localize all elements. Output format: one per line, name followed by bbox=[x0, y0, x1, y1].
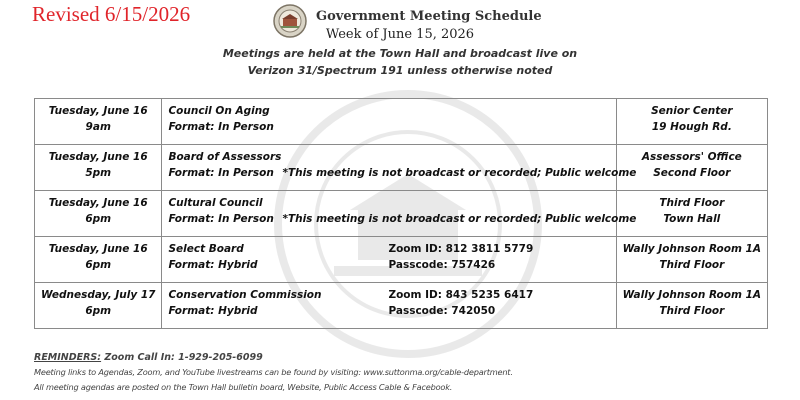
zoom-passcode: Passcode: 757426 bbox=[388, 259, 496, 271]
meeting-format: Format: Hybrid bbox=[168, 259, 258, 271]
meeting-name: Council On Aging bbox=[168, 105, 270, 117]
meeting-location-cell bbox=[616, 99, 767, 145]
meeting-event-cell bbox=[162, 145, 637, 191]
meeting-day: Tuesday, June 16 bbox=[48, 197, 148, 209]
meeting-day: Tuesday, June 16 bbox=[48, 151, 148, 163]
reminders-label: REMINDERS: bbox=[34, 352, 102, 363]
meeting-row bbox=[35, 283, 768, 329]
meeting-location-cell bbox=[616, 237, 767, 283]
meeting-format: Format: In Person bbox=[168, 167, 274, 179]
meeting-location-cell bbox=[616, 145, 767, 191]
reminders-section bbox=[34, 350, 513, 395]
meeting-format: Format: In Person bbox=[168, 121, 274, 133]
meeting-location-line2: Town Hall bbox=[663, 213, 721, 225]
meeting-name: Board of Assessors bbox=[168, 151, 282, 163]
meeting-row bbox=[35, 99, 768, 145]
meeting-event-cell bbox=[162, 99, 616, 145]
meeting-location-line1: Third Floor bbox=[659, 197, 725, 209]
zoom-info bbox=[388, 287, 533, 319]
meeting-location-line2: Second Floor bbox=[653, 167, 731, 179]
meeting-time: 5pm bbox=[85, 167, 112, 179]
meeting-location-line1: Senior Center bbox=[651, 105, 733, 117]
meeting-time: 6pm bbox=[85, 259, 112, 271]
zoom-info bbox=[388, 241, 533, 273]
meeting-day: Tuesday, June 16 bbox=[48, 105, 148, 117]
meeting-location-cell bbox=[616, 191, 767, 237]
week-heading: Week of June 15, 2026 bbox=[325, 27, 475, 42]
meeting-name: Select Board bbox=[168, 243, 244, 255]
meeting-day: Tuesday, June 16 bbox=[48, 243, 148, 255]
broadcast-note-line1: Meetings are held at the Town Hall and broadcast live on bbox=[222, 47, 578, 60]
meeting-format: Format: In Person bbox=[168, 213, 274, 225]
reminder-links-note: Meeting links to Agendas, Zoom, and YouTube livestreams can be found by visiting: www.suttonma.org/cable-department. bbox=[34, 367, 513, 377]
meeting-location-line2: Third Floor bbox=[659, 259, 725, 271]
meeting-date-cell bbox=[35, 99, 162, 145]
broadcast-note-line2: Verizon 31/Spectrum 191 unless otherwise noted bbox=[247, 64, 553, 77]
meeting-location-line1: Wally Johnson Room 1A bbox=[622, 289, 761, 301]
meeting-date-cell bbox=[35, 191, 162, 237]
meeting-location-line2: Third Floor bbox=[659, 305, 725, 317]
meeting-note: *This meeting is not broadcast or recorded; Public welcome bbox=[282, 167, 637, 179]
meeting-time: 6pm bbox=[85, 305, 112, 317]
meeting-row bbox=[35, 191, 768, 237]
meeting-name: Cultural Council bbox=[168, 197, 263, 209]
meeting-location-cell bbox=[616, 283, 767, 329]
meeting-event-cell bbox=[162, 283, 616, 329]
zoom-id: Zoom ID: 843 5235 6417 bbox=[388, 289, 534, 301]
page-title: Government Meeting Schedule bbox=[316, 9, 542, 24]
meeting-event-cell bbox=[162, 191, 637, 237]
meeting-time: 6pm bbox=[85, 213, 112, 225]
reminder-posting-note: All meeting agendas are posted on the Town Hall bulletin board, Website, Public Access Cable & Facebook. bbox=[34, 382, 453, 392]
meeting-date-cell bbox=[35, 237, 162, 283]
meeting-location-line1: Assessors' Office bbox=[641, 151, 742, 163]
meeting-date-cell bbox=[35, 145, 162, 191]
meeting-date-cell bbox=[35, 283, 162, 329]
meeting-event-cell bbox=[162, 237, 616, 283]
revised-date: Revised 6/15/2026 bbox=[32, 2, 191, 26]
zoom-call-in-number: Zoom Call In: 1-929-205-6099 bbox=[104, 352, 263, 363]
meeting-name: Conservation Commission bbox=[168, 289, 322, 301]
zoom-passcode: Passcode: 742050 bbox=[388, 305, 496, 317]
meeting-row bbox=[35, 237, 768, 283]
zoom-id: Zoom ID: 812 3811 5779 bbox=[388, 243, 534, 255]
meeting-format: Format: Hybrid bbox=[168, 305, 258, 317]
meeting-location-line2: 19 Hough Rd. bbox=[651, 121, 732, 133]
meeting-row bbox=[35, 145, 768, 191]
meeting-day: Wednesday, July 17 bbox=[41, 289, 156, 301]
meeting-location-line1: Wally Johnson Room 1A bbox=[622, 243, 761, 255]
meeting-note: *This meeting is not broadcast or recorded; Public welcome bbox=[282, 213, 637, 225]
meeting-schedule-table bbox=[34, 98, 768, 329]
meeting-time: 9am bbox=[85, 121, 111, 133]
